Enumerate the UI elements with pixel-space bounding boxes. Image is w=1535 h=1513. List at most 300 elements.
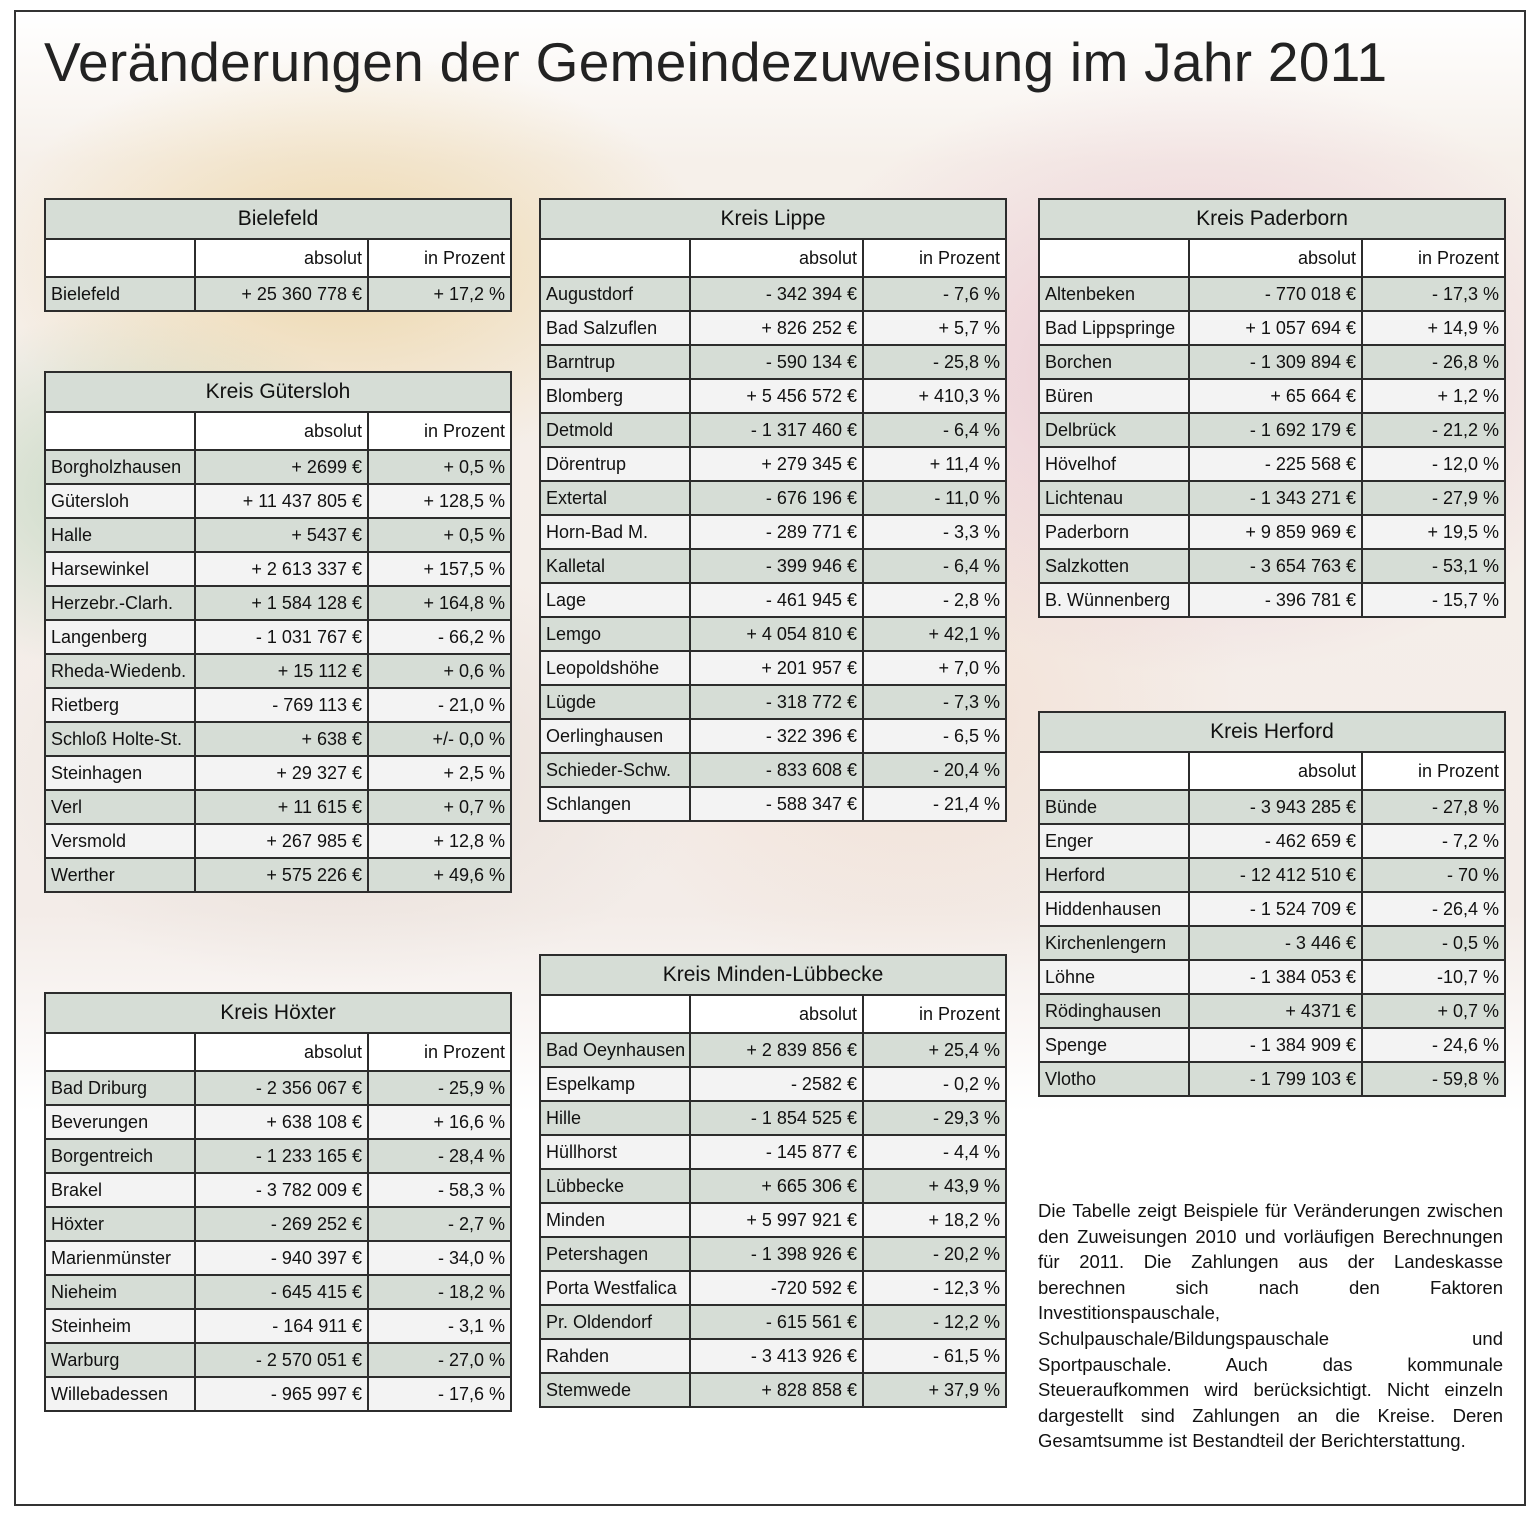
table-row [1039, 447, 1505, 481]
percent-change: - 18,2 % [368, 1275, 511, 1309]
percent-change: - 6,4 % [863, 549, 1006, 583]
percent-change: + 14,9 % [1362, 311, 1505, 345]
percent-change: - 58,3 % [368, 1173, 511, 1207]
percent-change: - 17,6 % [368, 1377, 511, 1411]
percent-change: - 17,3 % [1362, 277, 1505, 311]
municipality-name: Verl [45, 790, 195, 824]
municipality-name: Versmold [45, 824, 195, 858]
percent-change: + 0,7 % [368, 790, 511, 824]
table-bielefeld [44, 198, 512, 312]
table-row [540, 447, 1006, 481]
absolute-change: - 461 945 € [690, 583, 863, 617]
absolute-change: + 15 112 € [195, 654, 368, 688]
municipality-name: Beverungen [45, 1105, 195, 1139]
percent-change: - 7,2 % [1362, 824, 1505, 858]
table-row [45, 484, 511, 518]
percent-change: + 1,2 % [1362, 379, 1505, 413]
absolute-change: - 645 415 € [195, 1275, 368, 1309]
table-row [540, 651, 1006, 685]
table-row [45, 1105, 511, 1139]
table-row [540, 1067, 1006, 1101]
percent-change: + 0,6 % [368, 654, 511, 688]
table-row [1039, 379, 1505, 413]
table-row [1039, 481, 1505, 515]
table-row [45, 858, 511, 892]
absolute-change: - 2582 € [690, 1067, 863, 1101]
table-row [45, 1275, 511, 1309]
absolute-change: + 5 456 572 € [690, 379, 863, 413]
table-row [540, 1339, 1006, 1373]
absolute-change: + 2 839 856 € [690, 1033, 863, 1067]
percent-change: - 2,8 % [863, 583, 1006, 617]
absolute-change: - 1 343 271 € [1189, 481, 1362, 515]
table-row [1039, 824, 1505, 858]
absolute-change: - 164 911 € [195, 1309, 368, 1343]
municipality-name: Kirchenlengern [1039, 926, 1189, 960]
percent-change: + 0,5 % [368, 450, 511, 484]
municipality-name: Nieheim [45, 1275, 195, 1309]
table-row [45, 824, 511, 858]
percent-change: - 12,3 % [863, 1271, 1006, 1305]
municipality-name: Borgholzhausen [45, 450, 195, 484]
percent-change: +/- 0,0 % [368, 722, 511, 756]
header-empty-cell [45, 239, 195, 277]
municipality-name: Rietberg [45, 688, 195, 722]
table-row [540, 685, 1006, 719]
header-in-prozent: in Prozent [368, 239, 511, 277]
absolute-change: - 3 654 763 € [1189, 549, 1362, 583]
municipality-name: Bielefeld [45, 277, 195, 311]
table-row [45, 518, 511, 552]
absolute-change: - 3 782 009 € [195, 1173, 368, 1207]
percent-change: - 20,2 % [863, 1237, 1006, 1271]
percent-change: + 18,2 % [863, 1203, 1006, 1237]
absolute-change: + 4 054 810 € [690, 617, 863, 651]
municipality-name: Oerlinghausen [540, 719, 690, 753]
table-row [45, 586, 511, 620]
municipality-name: Lemgo [540, 617, 690, 651]
absolute-change: - 2 356 067 € [195, 1071, 368, 1105]
header-absolut: absolut [195, 412, 368, 450]
municipality-name: Borgentreich [45, 1139, 195, 1173]
municipality-name: Horn-Bad M. [540, 515, 690, 549]
absolute-change: - 399 946 € [690, 549, 863, 583]
absolute-change: + 575 226 € [195, 858, 368, 892]
percent-change: - 21,2 % [1362, 413, 1505, 447]
municipality-name: Bad Salzuflen [540, 311, 690, 345]
municipality-name: Salzkotten [1039, 549, 1189, 583]
municipality-name: Paderborn [1039, 515, 1189, 549]
table-row [540, 1237, 1006, 1271]
municipality-name: Warburg [45, 1343, 195, 1377]
table-row [45, 790, 511, 824]
percent-change: + 17,2 % [368, 277, 511, 311]
percent-change: + 25,4 % [863, 1033, 1006, 1067]
percent-change: + 157,5 % [368, 552, 511, 586]
absolute-change: - 1 317 460 € [690, 413, 863, 447]
absolute-change: - 1 692 179 € [1189, 413, 1362, 447]
absolute-change: + 665 306 € [690, 1169, 863, 1203]
municipality-name: Augustdorf [540, 277, 690, 311]
percent-change: - 24,6 % [1362, 1028, 1505, 1062]
municipality-name: Willebadessen [45, 1377, 195, 1411]
absolute-change: + 9 859 969 € [1189, 515, 1362, 549]
percent-change: + 128,5 % [368, 484, 511, 518]
absolute-change: + 5437 € [195, 518, 368, 552]
table-row [1039, 277, 1505, 311]
absolute-change: + 1 584 128 € [195, 586, 368, 620]
table-row [1039, 413, 1505, 447]
municipality-name: Halle [45, 518, 195, 552]
percent-change: - 34,0 % [368, 1241, 511, 1275]
header-absolut: absolut [690, 995, 863, 1033]
table-row [45, 722, 511, 756]
municipality-name: Bad Lippspringe [1039, 311, 1189, 345]
absolute-change: - 318 772 € [690, 685, 863, 719]
absolute-change: - 1 384 053 € [1189, 960, 1362, 994]
table-row [45, 1207, 511, 1241]
municipality-name: Bünde [1039, 790, 1189, 824]
table-row [1039, 994, 1505, 1028]
percent-change: - 27,0 % [368, 1343, 511, 1377]
percent-change: - 66,2 % [368, 620, 511, 654]
table-row [540, 345, 1006, 379]
absolute-change: - 770 018 € [1189, 277, 1362, 311]
table-title: Kreis Herford [1039, 712, 1505, 752]
percent-change: - 21,0 % [368, 688, 511, 722]
absolute-change: + 2699 € [195, 450, 368, 484]
table-row [45, 450, 511, 484]
table-title: Kreis Paderborn [1039, 199, 1505, 239]
percent-change: - 61,5 % [863, 1339, 1006, 1373]
table-row [540, 1135, 1006, 1169]
percent-change: - 59,8 % [1362, 1062, 1505, 1096]
table-row [1039, 858, 1505, 892]
municipality-name: Porta Westfalica [540, 1271, 690, 1305]
municipality-name: Schloß Holte-St. [45, 722, 195, 756]
percent-change: -10,7 % [1362, 960, 1505, 994]
municipality-name: Hille [540, 1101, 690, 1135]
table-row [45, 552, 511, 586]
absolute-change: + 201 957 € [690, 651, 863, 685]
table-title: Bielefeld [45, 199, 511, 239]
percent-change: + 12,8 % [368, 824, 511, 858]
municipality-name: Schlangen [540, 787, 690, 821]
absolute-change: - 1 854 525 € [690, 1101, 863, 1135]
table-row [1039, 1062, 1505, 1096]
header-empty-cell [540, 995, 690, 1033]
absolute-change: + 267 985 € [195, 824, 368, 858]
municipality-name: Rahden [540, 1339, 690, 1373]
table-row [540, 1305, 1006, 1339]
table-row [1039, 345, 1505, 379]
table-row [540, 379, 1006, 413]
absolute-change: - 1 398 926 € [690, 1237, 863, 1271]
absolute-change: + 826 252 € [690, 311, 863, 345]
header-empty-cell [1039, 239, 1189, 277]
municipality-name: Hüllhorst [540, 1135, 690, 1169]
municipality-name: Lichtenau [1039, 481, 1189, 515]
absolute-change: + 279 345 € [690, 447, 863, 481]
table-row [1039, 790, 1505, 824]
absolute-change: + 65 664 € [1189, 379, 1362, 413]
municipality-name: Bad Oeynhausen [540, 1033, 690, 1067]
municipality-name: Lügde [540, 685, 690, 719]
absolute-change: - 1 524 709 € [1189, 892, 1362, 926]
table-kreis-herford [1038, 711, 1506, 1097]
header-absolut: absolut [195, 239, 368, 277]
municipality-name: Petershagen [540, 1237, 690, 1271]
municipality-name: Steinheim [45, 1309, 195, 1343]
header-empty-cell [45, 1033, 195, 1071]
header-in-prozent: in Prozent [1362, 752, 1505, 790]
percent-change: - 12,0 % [1362, 447, 1505, 481]
municipality-name: Detmold [540, 413, 690, 447]
absolute-change: - 676 196 € [690, 481, 863, 515]
table-row [1039, 311, 1505, 345]
table-title: Kreis Höxter [45, 993, 511, 1033]
table-kreis-paderborn [1038, 198, 1506, 618]
absolute-change: - 396 781 € [1189, 583, 1362, 617]
municipality-name: Höxter [45, 1207, 195, 1241]
absolute-change: + 2 613 337 € [195, 552, 368, 586]
percent-change: + 16,6 % [368, 1105, 511, 1139]
municipality-name: Vlotho [1039, 1062, 1189, 1096]
percent-change: + 11,4 % [863, 447, 1006, 481]
municipality-name: Espelkamp [540, 1067, 690, 1101]
absolute-change: - 1 384 909 € [1189, 1028, 1362, 1062]
absolute-change: - 322 396 € [690, 719, 863, 753]
municipality-name: Blomberg [540, 379, 690, 413]
table-row [45, 1173, 511, 1207]
municipality-name: Extertal [540, 481, 690, 515]
percent-change: + 2,5 % [368, 756, 511, 790]
municipality-name: Borchen [1039, 345, 1189, 379]
municipality-name: Barntrup [540, 345, 690, 379]
absolute-change: - 3 446 € [1189, 926, 1362, 960]
municipality-name: Leopoldshöhe [540, 651, 690, 685]
municipality-name: Spenge [1039, 1028, 1189, 1062]
table-row [45, 756, 511, 790]
percent-change: - 11,0 % [863, 481, 1006, 515]
percent-change: - 3,1 % [368, 1309, 511, 1343]
table-row [45, 277, 511, 311]
percent-change: - 26,8 % [1362, 345, 1505, 379]
table-row [1039, 892, 1505, 926]
municipality-name: Dörentrup [540, 447, 690, 481]
absolute-change: - 342 394 € [690, 277, 863, 311]
table-row [540, 1033, 1006, 1067]
table-row [45, 1071, 511, 1105]
table-row [540, 583, 1006, 617]
percent-change: - 21,4 % [863, 787, 1006, 821]
absolute-change: - 590 134 € [690, 345, 863, 379]
percent-change: + 410,3 % [863, 379, 1006, 413]
absolute-change: - 940 397 € [195, 1241, 368, 1275]
table-row [540, 1203, 1006, 1237]
absolute-change: - 769 113 € [195, 688, 368, 722]
table-row [45, 654, 511, 688]
table-row [540, 1101, 1006, 1135]
absolute-change: - 12 412 510 € [1189, 858, 1362, 892]
header-in-prozent: in Prozent [368, 1033, 511, 1071]
municipality-name: Kalletal [540, 549, 690, 583]
municipality-name: Büren [1039, 379, 1189, 413]
absolute-change: + 11 437 805 € [195, 484, 368, 518]
percent-change: - 25,8 % [863, 345, 1006, 379]
page-frame [14, 10, 1526, 1506]
municipality-name: Stemwede [540, 1373, 690, 1407]
absolute-change: - 462 659 € [1189, 824, 1362, 858]
table-title: Kreis Lippe [540, 199, 1006, 239]
municipality-name: Herford [1039, 858, 1189, 892]
absolute-change: - 3 943 285 € [1189, 790, 1362, 824]
municipality-name: Löhne [1039, 960, 1189, 994]
header-in-prozent: in Prozent [1362, 239, 1505, 277]
table-row [45, 1241, 511, 1275]
percent-change: - 25,9 % [368, 1071, 511, 1105]
absolute-change: + 25 360 778 € [195, 277, 368, 311]
municipality-name: Marienmünster [45, 1241, 195, 1275]
table-row [1039, 926, 1505, 960]
percent-change: - 7,3 % [863, 685, 1006, 719]
table-title: Kreis Minden-Lübbecke [540, 955, 1006, 995]
header-in-prozent: in Prozent [863, 995, 1006, 1033]
table-title: Kreis Gütersloh [45, 372, 511, 412]
table-row [540, 787, 1006, 821]
percent-change: + 42,1 % [863, 617, 1006, 651]
municipality-name: Enger [1039, 824, 1189, 858]
municipality-name: Schieder-Schw. [540, 753, 690, 787]
table-row [45, 1309, 511, 1343]
absolute-change: - 3 413 926 € [690, 1339, 863, 1373]
header-absolut: absolut [690, 239, 863, 277]
percent-change: - 27,8 % [1362, 790, 1505, 824]
municipality-name: Herzebr.-Clarh. [45, 586, 195, 620]
percent-change: + 0,5 % [368, 518, 511, 552]
percent-change: - 0,5 % [1362, 926, 1505, 960]
percent-change: - 28,4 % [368, 1139, 511, 1173]
table-row [540, 617, 1006, 651]
absolute-change: + 1 057 694 € [1189, 311, 1362, 345]
absolute-change: - 1 031 767 € [195, 620, 368, 654]
percent-change: - 2,7 % [368, 1207, 511, 1241]
municipality-name: Lage [540, 583, 690, 617]
absolute-change: + 638 € [195, 722, 368, 756]
header-empty-cell [540, 239, 690, 277]
municipality-name: Minden [540, 1203, 690, 1237]
header-in-prozent: in Prozent [863, 239, 1006, 277]
table-row [540, 277, 1006, 311]
absolute-change: + 828 858 € [690, 1373, 863, 1407]
percent-change: - 27,9 % [1362, 481, 1505, 515]
municipality-name: Gütersloh [45, 484, 195, 518]
percent-change: + 43,9 % [863, 1169, 1006, 1203]
header-absolut: absolut [1189, 239, 1362, 277]
table-row [1039, 583, 1505, 617]
table-row [540, 1169, 1006, 1203]
municipality-name: B. Wünnenberg [1039, 583, 1189, 617]
table-row [540, 515, 1006, 549]
absolute-change: - 615 561 € [690, 1305, 863, 1339]
absolute-change: - 2 570 051 € [195, 1343, 368, 1377]
absolute-change: - 1 233 165 € [195, 1139, 368, 1173]
absolute-change: - 1 799 103 € [1189, 1062, 1362, 1096]
municipality-name: Brakel [45, 1173, 195, 1207]
absolute-change: - 588 347 € [690, 787, 863, 821]
percent-change: - 0,2 % [863, 1067, 1006, 1101]
absolute-change: - 145 877 € [690, 1135, 863, 1169]
table-row [540, 1373, 1006, 1407]
table-row [540, 413, 1006, 447]
percent-change: - 12,2 % [863, 1305, 1006, 1339]
percent-change: - 70 % [1362, 858, 1505, 892]
absolute-change: + 5 997 921 € [690, 1203, 863, 1237]
table-kreis-hoexter [44, 992, 512, 1412]
municipality-name: Lübbecke [540, 1169, 690, 1203]
header-empty-cell [45, 412, 195, 450]
page-title: Veränderungen der Gemeindezuweisung im Jahr 2011 [44, 31, 1388, 93]
percent-change: + 49,6 % [368, 858, 511, 892]
municipality-name: Harsewinkel [45, 552, 195, 586]
absolute-change: - 1 309 894 € [1189, 345, 1362, 379]
table-kreis-guetersloh [44, 371, 512, 893]
absolute-change: + 4371 € [1189, 994, 1362, 1028]
percent-change: - 3,3 % [863, 515, 1006, 549]
percent-change: - 26,4 % [1362, 892, 1505, 926]
percent-change: - 53,1 % [1362, 549, 1505, 583]
table-row [45, 1139, 511, 1173]
municipality-name: Werther [45, 858, 195, 892]
absolute-change: + 29 327 € [195, 756, 368, 790]
table-row [540, 549, 1006, 583]
table-row [45, 620, 511, 654]
absolute-change: + 638 108 € [195, 1105, 368, 1139]
header-in-prozent: in Prozent [368, 412, 511, 450]
municipality-name: Hiddenhausen [1039, 892, 1189, 926]
percent-change: - 7,6 % [863, 277, 1006, 311]
table-row [540, 311, 1006, 345]
percent-change: - 6,5 % [863, 719, 1006, 753]
table-kreis-minden-luebbecke [539, 954, 1007, 1408]
municipality-name: Rödinghausen [1039, 994, 1189, 1028]
header-empty-cell [1039, 752, 1189, 790]
header-absolut: absolut [1189, 752, 1362, 790]
municipality-name: Rheda-Wiedenb. [45, 654, 195, 688]
absolute-change: - 289 771 € [690, 515, 863, 549]
municipality-name: Delbrück [1039, 413, 1189, 447]
table-row [540, 719, 1006, 753]
table-kreis-lippe [539, 198, 1007, 822]
municipality-name: Pr. Oldendorf [540, 1305, 690, 1339]
municipality-name: Altenbeken [1039, 277, 1189, 311]
percent-change: + 5,7 % [863, 311, 1006, 345]
absolute-change: - 965 997 € [195, 1377, 368, 1411]
absolute-change: -720 592 € [690, 1271, 863, 1305]
table-row [45, 688, 511, 722]
table-row [1039, 1028, 1505, 1062]
municipality-name: Hövelhof [1039, 447, 1189, 481]
explanatory-note: Die Tabelle zeigt Beispiele für Veränderungen zwischen den Zuweisungen 2010 und vorläufigen Berechnungen für 2011. Die Zahlungen aus der Landeskasse berechnen sich nach den Faktoren Investitionspauschale, Schulpauschale/Bildungspauschale und Sportpauschale. Auch das kommunale Steueraufkommen wird berücksichtigt. Nicht einzeln dargestellt sind Zahlungen an die Kreise. Deren Gesamtsumme ist Bestandteil der Berichterstattung. [1038, 1200, 1503, 1452]
table-row [45, 1377, 511, 1411]
percent-change: - 4,4 % [863, 1135, 1006, 1169]
percent-change: - 20,4 % [863, 753, 1006, 787]
percent-change: + 164,8 % [368, 586, 511, 620]
table-row [1039, 549, 1505, 583]
absolute-change: - 833 608 € [690, 753, 863, 787]
header-absolut: absolut [195, 1033, 368, 1071]
percent-change: + 19,5 % [1362, 515, 1505, 549]
